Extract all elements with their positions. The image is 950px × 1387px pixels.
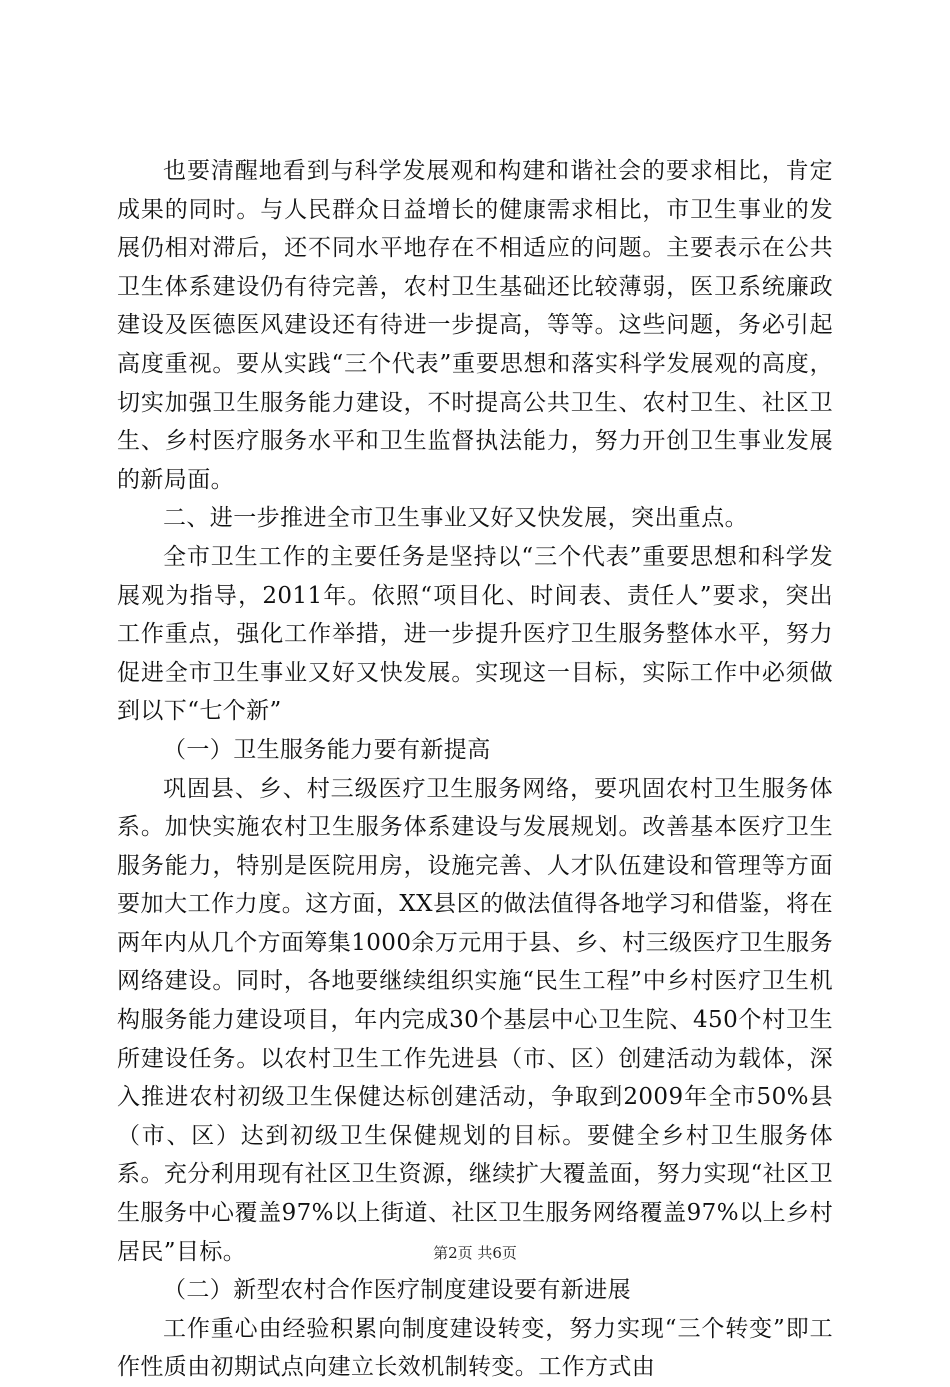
page-footer: 第2页 共6页 bbox=[433, 1244, 517, 1262]
paragraph-1: 也要清醒地看到与科学发展观和构建和谐社会的要求相比，肯定成果的同时。与人民群众日益增长的健康需求相比，市卫生事业的发展仍相对滞后，还不同水平地存在不相适应的问题。主要表示在公共卫生体系建设仍有待完善，农村卫生基础还比较薄弱，医卫系统廉政建设及医德医风建设还有待进一步提高，等等。这些问题，务必引起高度重视。要从实践“三个代表”重要思想和落实科学发展观的高度，切实加强卫生服务能力建设，不时提高公共卫生、农村卫生、社区卫生、乡村医疗服务水平和卫生监督执法能力，努力开创卫生事业发展的新局面。 bbox=[117, 158, 833, 493]
paragraph-3: 全市卫生工作的主要任务是坚持以“三个代表”重要思想和科学发展观为指导，2011年。依照“项目化、时间表、责任人”要求，突出工作重点，强化工作举措，进一步提升医疗卫生服务整体水平，努力促进全市卫生事业又好又快发展。实现这一目标，实际工作中必须做到以下“七个新” bbox=[117, 543, 833, 725]
paragraph-5: 巩固县、乡、村三级医疗卫生服务网络，要巩固农村卫生服务体系。加快实施农村卫生服务体系建设与发展规划。改善基本医疗卫生服务能力，特别是医院用房，设施完善、人才队伍建设和管理等方面要加大工作力度。这方面，XX县区的做法值得各地学习和借鉴，将在两年内从几个方面筹集1000余万元用于县、乡、村三级医疗卫生服务网络建设。同时，各地要继续组织实施“民生工程”中乡村医疗卫生机构服务能力建设项目，年内完成30个基层中心卫生院、450个村卫生所建设任务。以农村卫生工作先进县（市、区）创建活动为载体，深入推进农村初级卫生保健达标创建活动，争取到2009年全市50%县（市、区）达到初级卫生保健规划的目标。要健全乡村卫生服务体系。充分利用现有社区卫生资源，继续扩大覆盖面，努力实现“社区卫生服务中心覆盖97%以上街道、社区卫生服务网络覆盖97%以上乡村居民”目标。 bbox=[117, 775, 833, 1265]
subsection-heading-1: （一）卫生服务能力要有新提高 bbox=[163, 736, 491, 763]
paragraph-7: 工作重心由经验积累向制度建设转变，努力实现“三个转变”即工作性质由初期试点向建立长效机制转变。工作方式由 bbox=[117, 1315, 833, 1381]
section-heading-2: 二、进一步推进全市卫生事业又好又快发展，突出重点。 bbox=[163, 505, 748, 532]
document-body bbox=[117, 152, 833, 1387]
subsection-heading-2: （二）新型农村合作医疗制度建设要有新进展 bbox=[163, 1277, 631, 1304]
